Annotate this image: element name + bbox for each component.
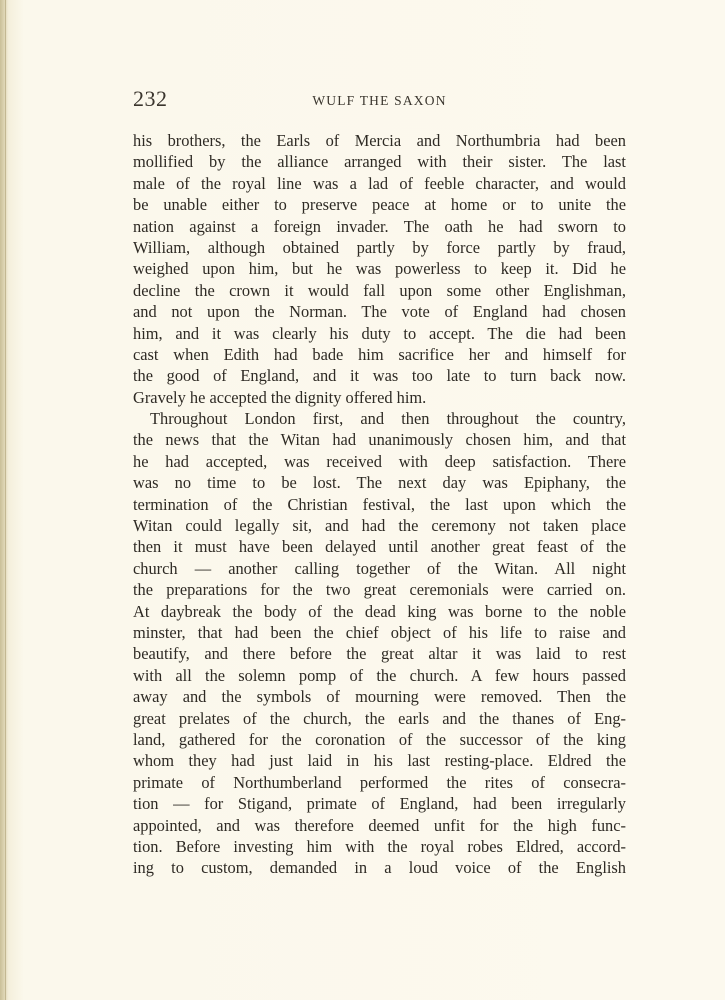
- text-line: tion. Before investing him with the royal robes Eldred, accord-: [133, 836, 626, 856]
- text-line: nation against a foreign invader. The oath he had sworn to: [133, 216, 626, 236]
- text-line: termination of the Christian festival, the last upon which the: [133, 494, 626, 514]
- text-line: he had accepted, was received with deep satisfaction. There: [133, 451, 626, 471]
- text-line: the news that the Witan had unanimously chosen him, and that: [133, 430, 626, 450]
- text-line: be unable either to preserve peace at home or to unite the: [133, 195, 626, 215]
- text-line: At daybreak the body of the dead king was borne to the noble: [133, 601, 626, 621]
- text-line: land, gathered for the coronation of the successor of the king: [133, 729, 626, 749]
- text-line: whom they had just laid in his last resting-place. Eldred the: [133, 751, 626, 771]
- text-line: minster, that had been the chief object of his life to raise and: [133, 622, 626, 642]
- text-line: and not upon the Norman. The vote of England had chosen: [133, 302, 626, 322]
- page-binding-edge: [0, 0, 8, 1000]
- text-line: church — another calling together of the Witan. All night: [133, 558, 626, 578]
- text-line: the good of England, and it was too late to turn back now.: [133, 366, 626, 386]
- text-line: mollified by the alliance arranged with their sister. The last: [133, 152, 626, 172]
- text-line: decline the crown it would fall upon some other Englishman,: [133, 280, 626, 300]
- text-line: the preparations for the two great ceremonials were carried on.: [133, 580, 626, 600]
- text-line: was no time to be lost. The next day was Epiphany, the: [133, 473, 626, 493]
- paragraph-start-line: Throughout London first, and then throughout the country,: [150, 409, 626, 429]
- text-line: with all the solemn pomp of the church. A few hours passed: [133, 665, 626, 685]
- text-line: away and the symbols of mourning were removed. Then the: [133, 687, 626, 707]
- text-line: him, and it was clearly his duty to accept. The die had been: [133, 323, 626, 343]
- text-line: his brothers, the Earls of Mercia and Northumbria had been: [133, 131, 626, 150]
- page-header: [133, 86, 626, 114]
- paragraph-end-line: Gravely he accepted the dignity offered him.: [133, 387, 427, 407]
- text-line: beautify, and there before the great altar it was laid to rest: [133, 644, 626, 664]
- text-line: tion — for Stigand, primate of England, had been irregularly: [133, 794, 626, 814]
- text-line: appointed, and was therefore deemed unfit for the high func-: [133, 815, 626, 835]
- text-line: primate of Northumberland performed the rites of consecra-: [133, 772, 626, 792]
- running-title: WULF THE SAXON: [312, 93, 447, 108]
- text-line: Witan could legally sit, and had the ceremony not taken place: [133, 516, 626, 536]
- text-line: weighed upon him, but he was powerless to keep it. Did he: [133, 259, 626, 279]
- text-line: cast when Edith had bade him sacrifice her and himself for: [133, 344, 626, 364]
- text-line: male of the royal line was a lad of feeble character, and would: [133, 173, 626, 193]
- text-line: William, although obtained partly by force partly by fraud,: [133, 237, 626, 257]
- page-number: 232: [133, 86, 168, 111]
- body-text: [133, 130, 626, 879]
- text-line: great prelates of the church, the earls and the thanes of Eng-: [133, 708, 626, 728]
- text-line: then it must have been delayed until another great feast of the: [133, 537, 626, 557]
- text-line: ing to custom, demanded in a loud voice of the English: [133, 858, 626, 878]
- page-binding-line: [5, 0, 6, 1000]
